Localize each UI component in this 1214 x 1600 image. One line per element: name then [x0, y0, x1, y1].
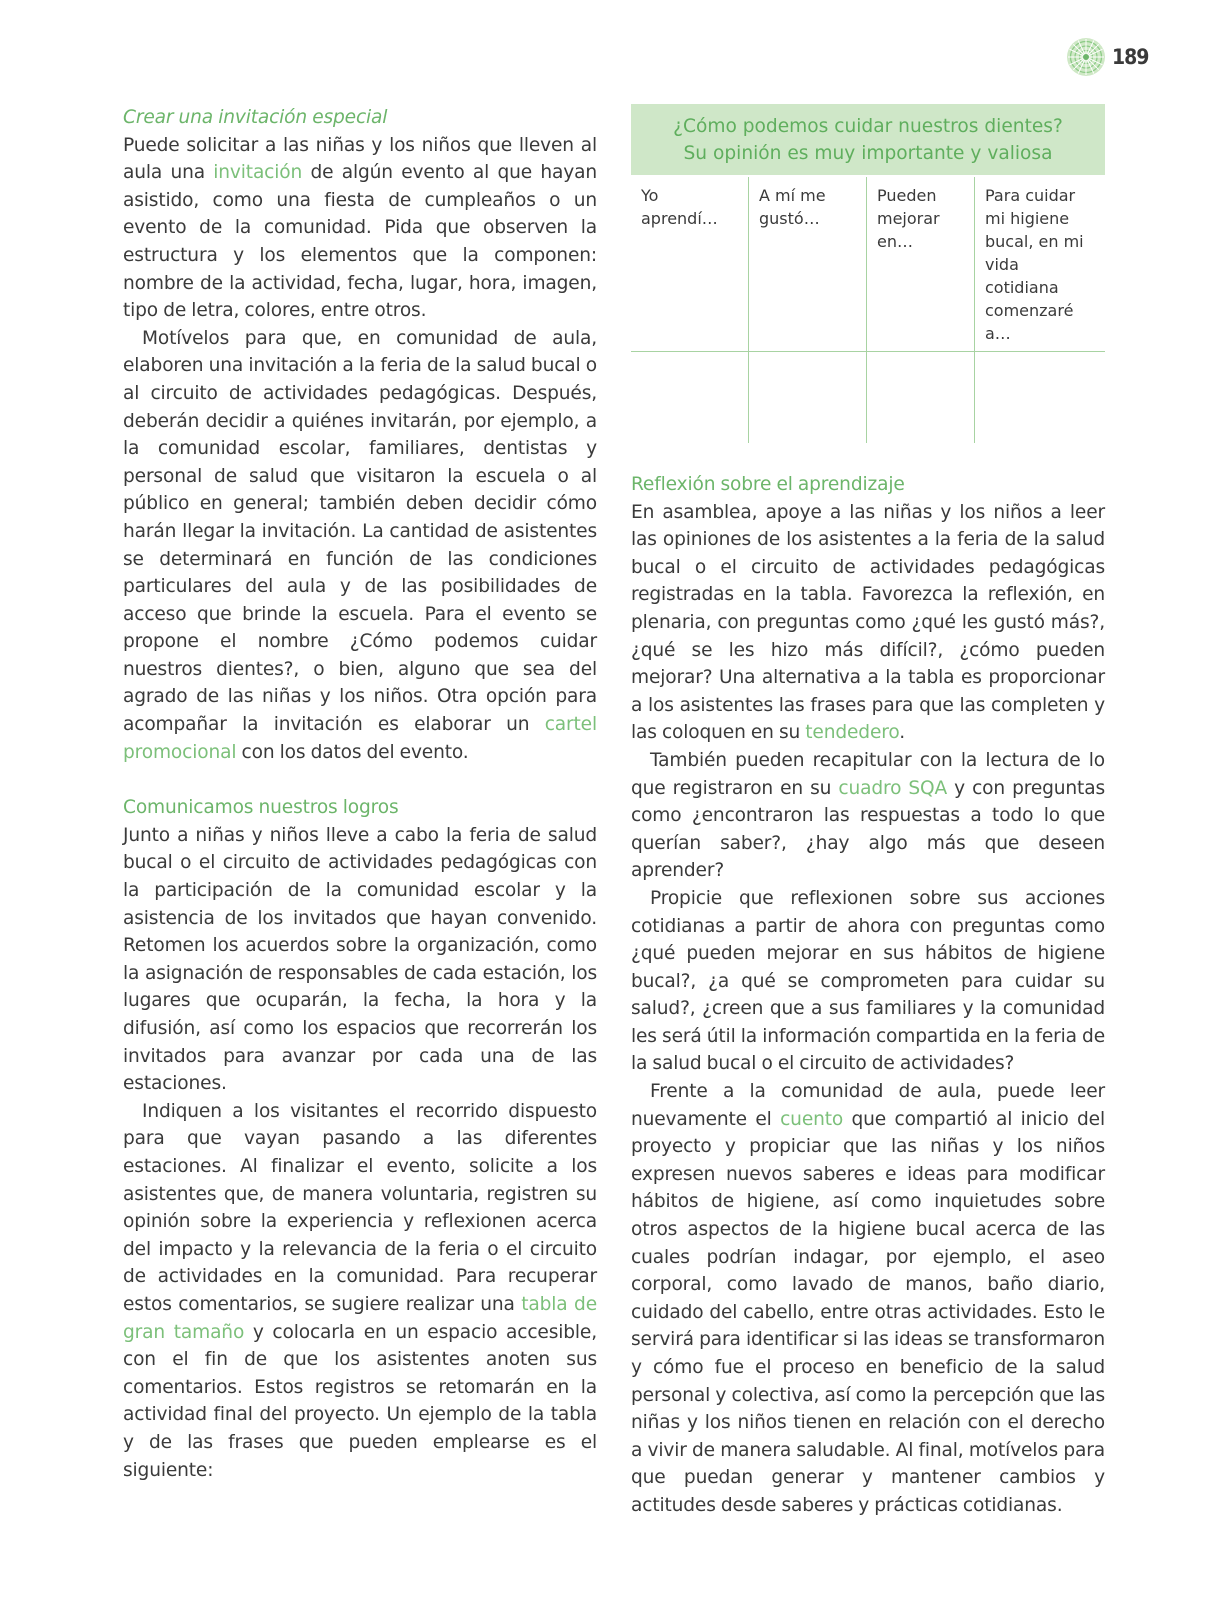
text-span: que compartió al inicio del proyecto y propiciar que las niñas y los niños expresen nuevos saberes e ideas para modificar hábitos de higiene, así como inquietudes sobre otros aspectos de la higiene bucal acerca de las cuales podrían indagar, por ejemplo, el aseo corporal, como lavado de manos, baño diario, cuidado del cabello, entre otras actividades. Esto le servirá para identificar si las ideas se transformaron y cómo fue el proceso en beneficio de la salud personal y colectiva, así como la percepción que las niñas y los niños tienen en relación con el derecho a vivir de manera saludable. Al final, motívelos para que puedan generar y mantener cambios y actitudes desde saberes y prácticas cotidianas.	[631, 1108, 1105, 1516]
paragraph-reflexion-1	[631, 499, 1105, 747]
link-cartel-promocional[interactable]: cartel promocional	[123, 714, 597, 763]
link-tendedero[interactable]: tendedero	[805, 722, 900, 744]
paragraph-logros-2	[123, 1098, 597, 1484]
section-heading-invitacion: Crear una invitación especial	[123, 107, 388, 128]
table-header-yo-aprendi: Yo aprendí…	[631, 176, 749, 352]
section-heading-logros: Comunicamos nuestros logros	[123, 797, 399, 819]
link-cuadro-sqa[interactable]: cuadro SQA	[838, 777, 948, 799]
page-badge-icon	[1066, 37, 1106, 77]
paragraph-invitacion-2	[123, 325, 597, 767]
text-span: Indiquen a los visitantes el recorrido dispuesto para que vayan pasando a las diferentes estaciones. Al finalizar el evento, solicite a los asistentes que, de manera voluntaria, registren su opinión sobre la experiencia y reflexionen acerca del impacto y la relevancia de la feria o el circuito de actividades en la comunidad. Para recuperar estos comentarios, se sugiere realizar una	[123, 1100, 597, 1315]
paragraph-invitacion-1	[123, 132, 597, 325]
opinion-table	[631, 104, 1105, 443]
table-title-line-2: Su opinión es muy importante y valiosa	[683, 143, 1053, 164]
table-header-a-mi-me-gusto: A mí me gustó…	[749, 176, 867, 352]
section-heading-reflexion: Reflexión sobre el aprendizaje	[631, 474, 905, 495]
table-empty-cell[interactable]	[631, 352, 749, 444]
text-span: con los datos del evento.	[236, 741, 469, 763]
text-span: y con preguntas como ¿encontraron las respuestas a todo lo que querían saber?, ¿hay algo más que deseen aprender?	[631, 777, 1105, 882]
text-span: También pueden recapitular con la lectura de lo que registraron en su	[631, 749, 1105, 799]
page-number-area	[1066, 37, 1148, 77]
paragraph-reflexion-4	[631, 1078, 1105, 1520]
paragraph-logros-1: Junto a niñas y niños lleve a cabo la feria de salud bucal o el circuito de actividades pedagógicas con la participación de la comunidad escolar y la asistencia de los invitados que hayan convenido. Retomen los acuerdos sobre la organización, como la asignación de responsables de cada estación, los lugares que ocuparán, la fecha, la hora y la difusión, así como los espacios que recorrerán los invitados para avanzar por cada una de las estaciones.	[123, 824, 597, 1095]
link-invitacion[interactable]: invitación	[213, 162, 303, 184]
text-span: En asamblea, apoye a las niñas y los niños a leer las opiniones de los asistentes a la feria de la salud bucal o el circuito de actividades pedagógicas registradas en la tabla. Favorezca la reflexión, en plenaria, con preguntas como ¿qué les gustó más?, ¿qué se les hizo más difícil?, ¿cómo pueden mejorar? Una alternativa a la tabla es proporcionar a los asistentes las frases para que las completen y las coloquen en su	[631, 501, 1105, 744]
text-span: Motívelos para que, en comunidad de aula, elaboren una invitación a la feria de la salud bucal o al circuito de actividades pedagógicas. Después, deberán decidir a quiénes invitarán, por ejemplo, a la comunidad escolar, familiares, dentistas y personal de salud que visitaron la escuela o al público en general; también deben decidir cómo harán llegar la invitación. La cantidad de asistentes se determinará en función de las condiciones particulares del aula y de las posibilidades de acceso que brinde la escuela. Para el evento se propone el nombre ¿Cómo podemos cuidar nuestros dientes?, o bien, alguno que sea del agrado de las niñas y los niños. Otra opción para acompañar la invitación es elaborar un	[123, 327, 597, 736]
text-span: .	[899, 722, 905, 744]
right-column	[631, 104, 1105, 1520]
text-span: Frente a la comunidad de aula, puede leer nuevamente el	[631, 1081, 1105, 1130]
page-number: 189	[1112, 45, 1149, 69]
text-span: y colocarla en un espacio accesible, con el fin de que los asistentes anoten sus comentarios. Estos registros se retomarán en la actividad final del proyecto. Un ejemplo de la tabla y de las frases que pueden emplearse es el siguiente:	[123, 1321, 597, 1481]
spacer	[123, 766, 597, 794]
link-tabla-gran-tamano[interactable]: tabla de gran tamaño	[123, 1293, 597, 1343]
paragraph-reflexion-3: Propicie que reflexionen sobre sus acciones cotidianas a partir de ahora con preguntas como ¿qué pueden mejorar en sus hábitos de higiene bucal?, ¿a qué se comprometen para cuidar su salud?, ¿creen que a sus familiares y la comunidad les será útil la información compartida en la feria de la salud bucal o el circuito de actividades?	[631, 887, 1105, 1075]
table-empty-cell[interactable]	[749, 352, 867, 444]
table-empty-cell[interactable]	[867, 352, 975, 444]
text-span: Puede solicitar a las niñas y los niños que lleven al aula una	[123, 134, 597, 184]
left-column	[123, 104, 597, 1484]
text-span: de algún evento al que hayan asistido, como una fiesta de cumpleaños o un evento de la comunidad. Pida que observen la estructura y los elementos que la componen: nombre de la actividad, fecha, lugar, hora, imagen, tipo de letra, colores, entre otros.	[123, 162, 597, 322]
paragraph-reflexion-2	[631, 747, 1105, 885]
opinion-table-title	[631, 104, 1105, 176]
table-header-pueden-mejorar: Pueden mejorar en…	[867, 176, 975, 352]
table-title-line-1: ¿Cómo podemos cuidar nuestros dientes?	[673, 116, 1063, 137]
table-empty-cell[interactable]	[975, 352, 1106, 444]
table-header-para-cuidar: Para cuidar mi higiene bucal, en mi vida cotidiana comenzaré a…	[975, 176, 1106, 352]
link-cuento[interactable]: cuento	[780, 1108, 844, 1130]
